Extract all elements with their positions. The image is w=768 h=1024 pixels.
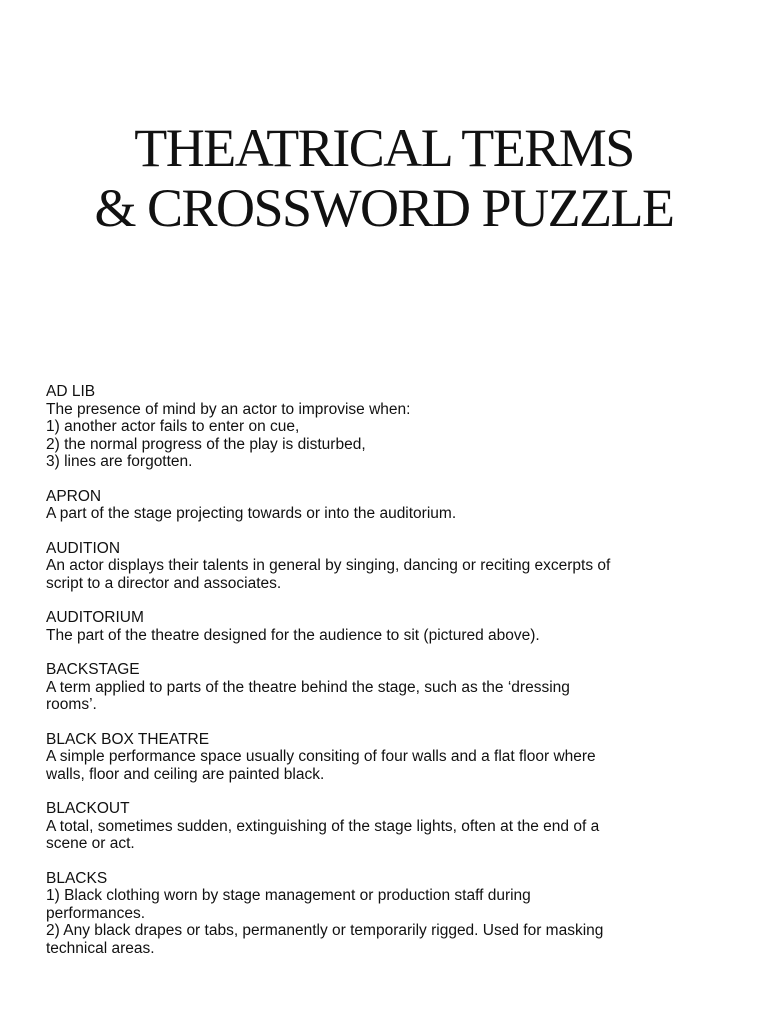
definition-line: A simple performance space usually consiting of four walls and a flat floor where [46, 748, 596, 765]
term-heading: AUDITION [46, 539, 121, 557]
page-title [0, 118, 768, 238]
term-heading: AUDITORIUM [46, 609, 144, 626]
glossary-list [46, 383, 736, 974]
term-heading: BLACKS [46, 869, 108, 887]
definition-line: script to a director and associates. [46, 574, 282, 592]
glossary-entry-apron [46, 488, 736, 523]
title-line-1: THEATRICAL TERMS [134, 118, 634, 178]
glossary-entry-blackout [46, 800, 736, 853]
definition-line: walls, floor and ceiling are painted black. [46, 765, 325, 783]
glossary-entry-black-box-theatre [46, 731, 736, 784]
glossary-entry-auditorium [46, 609, 736, 644]
definition-line: 3) lines are forgotten. [46, 453, 193, 470]
definition-line: A term applied to parts of the theatre behind the stage, such as the ‘dressing [46, 678, 570, 696]
glossary-entry-audition [46, 540, 736, 593]
term-heading: BACKSTAGE [46, 661, 140, 678]
term-heading: BLACKOUT [46, 800, 130, 817]
term-heading: AD LIB [46, 383, 96, 400]
definition-line: 1) Black clothing worn by stage management or production staff during [46, 887, 531, 904]
term-heading: APRON [46, 487, 102, 505]
definition-line: performances. [46, 904, 146, 922]
glossary-entry-ad-lib [46, 383, 736, 471]
definition-line: The part of the theatre designed for the audience to sit (pictured above). [46, 626, 540, 644]
definition-line: scene or act. [46, 835, 135, 852]
term-heading: BLACK BOX THEATRE [46, 730, 210, 748]
title-line-2: & CROSSWORD PUZZLE [94, 178, 674, 238]
definition-line: The presence of mind by an actor to improvise when: [46, 400, 411, 418]
definition-line: 1) another actor fails to enter on cue, [46, 418, 300, 435]
definition-line: 2) Any black drapes or tabs, permanently or temporarily rigged. Used for masking [46, 922, 604, 939]
definition-line: A part of the stage projecting towards or into the auditorium. [46, 505, 457, 522]
definition-line: 2) the normal progress of the play is disturbed, [46, 435, 366, 453]
glossary-entry-blacks [46, 870, 736, 958]
definition-line: An actor displays their talents in general by singing, dancing or reciting excerpts of [46, 557, 611, 574]
definition-line: technical areas. [46, 939, 155, 957]
glossary-entry-backstage [46, 661, 736, 714]
definition-line: A total, sometimes sudden, extinguishing of the stage lights, often at the end of a [46, 817, 600, 835]
definition-line: rooms’. [46, 696, 97, 713]
